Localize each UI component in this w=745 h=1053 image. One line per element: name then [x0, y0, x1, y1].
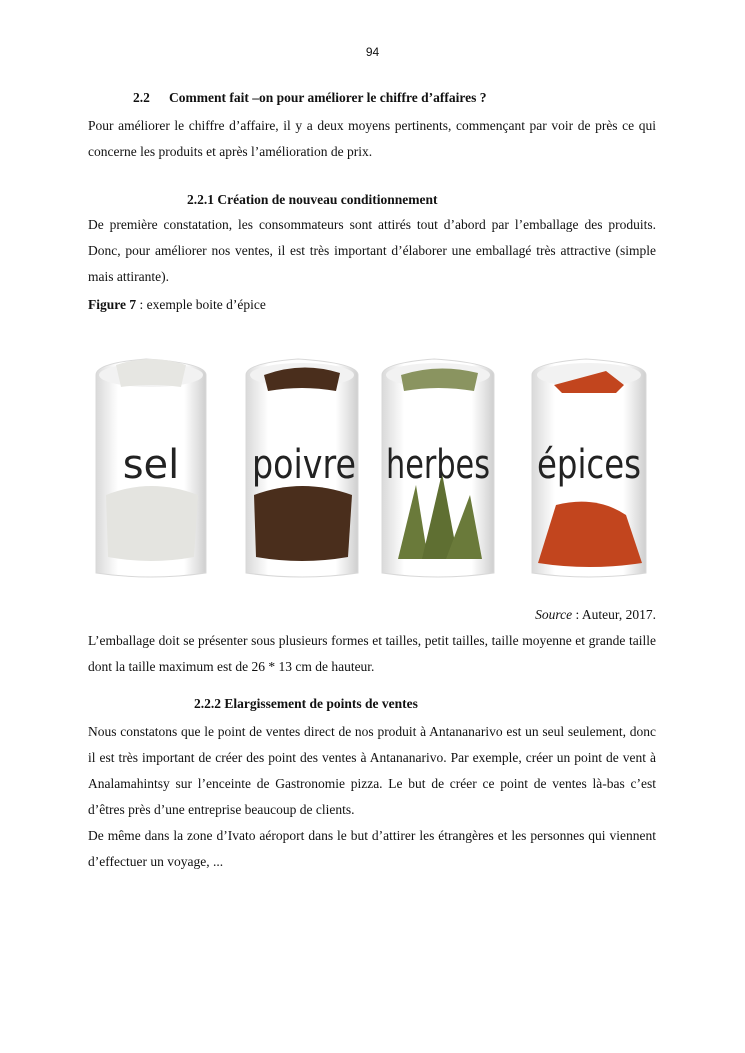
jar-poivre — [246, 359, 358, 577]
section-heading-2-2-2: 2.2.2 Elargissement de points de ventes — [194, 696, 418, 711]
jar-herbes — [382, 359, 494, 577]
paragraph-packaging-attraction: De première constatation, les consommateurs sont attirés tout d’abord par l’emballage des produits. Donc, pour améliorer nos ventes, il est très important d’élaborer une emballagé très attractive (simple mais attirante). — [88, 217, 656, 284]
figure-source — [535, 602, 656, 628]
source-label: Source — [535, 607, 573, 622]
jar-label-sel: sel — [122, 442, 180, 488]
section-heading-2-2 — [133, 90, 486, 106]
spice-jars-image — [86, 345, 660, 590]
figure-label: Figure 7 — [88, 297, 137, 312]
paragraph-sales-points: Nous constatons que le point de ventes direct de nos produit à Antananarivo est un seul seulement, donc il est très important de créer des point des ventes à Antananarivo. Par exemple, créer un point de vent à Analamahintsy sur l’enceinte de Gastronomie pizza. Le but de créer ce point de ventes là-bas c’est d’êtres près d’une entreprise beaucoup de clients. — [88, 724, 656, 817]
section-heading-2-2-1: 2.2.1 Création de nouveau conditionnement — [187, 192, 438, 207]
jar-label-poivre: poivre — [252, 442, 356, 488]
page-number: 94 — [365, 45, 380, 59]
section-title: Comment fait –on pour améliorer le chiffre d’affaires ? — [169, 90, 487, 105]
jar-epices — [532, 359, 646, 577]
paragraph-packaging-sizes: L’emballage doit se présenter sous plusieurs formes et tailles, petit tailles, taille moyenne et grande taille dont la taille maximum est de 26 * 13 cm de hauteur. — [88, 633, 656, 674]
paragraph-intro: Pour améliorer le chiffre d’affaire, il y a deux moyens pertinents, commençant par voir de près ce qui concerne les produits et après l’amélioration de prix. — [88, 118, 656, 159]
figure-caption-text: : exemple boite d’épice — [136, 297, 266, 312]
jar-label-herbes: herbes — [386, 442, 490, 488]
paragraph-ivato-airport: De même dans la zone d’Ivato aéroport dans le but d’attirer les étrangères et les personnes qui viennent d’effectuer un voyage, ... — [88, 828, 656, 869]
jar-label-epices: épices — [537, 442, 641, 488]
source-text: : Auteur, 2017. — [572, 607, 656, 622]
jar-sel — [96, 359, 206, 577]
figure-caption — [88, 292, 266, 318]
section-number: 2.2 — [133, 90, 150, 105]
